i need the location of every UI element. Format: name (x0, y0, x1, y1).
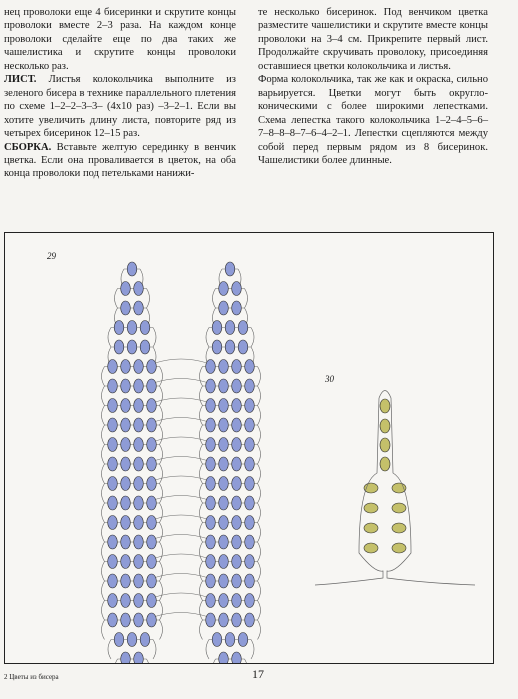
leaf-left-bead (121, 555, 131, 569)
leaf-right-wire (258, 386, 261, 406)
leaf-left-bead (134, 301, 144, 315)
leaf-right-bead (219, 360, 229, 374)
petal-bead (364, 523, 378, 533)
leaf-left-bead (147, 516, 157, 530)
leaf-left-bead (134, 418, 144, 432)
leaf-right-bead (245, 399, 255, 413)
leaf-right-bead (206, 379, 216, 393)
leaf-right-bead (232, 574, 242, 588)
leaf-left-wire (102, 542, 105, 562)
leaf-right-bead (219, 594, 229, 608)
paragraph-text: Листья колокольчика выполните из зеленого бисера в технике параллельного плетения по схеме 1–2–2–3–3– (4х10 раз) –3–2–1. Если вы хотите увеличить длину листа, повторите ряд из четырех бисеринок 12–15 раз. (4, 74, 236, 140)
petal-bead (380, 419, 390, 433)
text-column-left (4, 6, 236, 181)
leaf-right-bead (219, 418, 229, 432)
leaf-right-bead (206, 496, 216, 510)
connecting-wire (155, 535, 207, 539)
leaf-right-bead (232, 516, 242, 530)
leaf-right-bead (225, 340, 235, 354)
leaf-left-bead (121, 516, 131, 530)
leaf-right-bead (206, 516, 216, 530)
leaf-right-bead (219, 535, 229, 549)
leaf-left-bead (114, 340, 124, 354)
leaf-left-wire (160, 542, 163, 562)
leaf-left-bead (127, 633, 137, 647)
leaf-right-wire (258, 620, 261, 640)
leaf-right-bead (232, 613, 242, 627)
leaf-right-wire (200, 445, 203, 465)
leaf-right-bead (232, 535, 242, 549)
leaf-left-bead (121, 379, 131, 393)
petal-bead (380, 438, 390, 452)
connecting-wire (155, 457, 207, 461)
paragraph-leaf (4, 73, 236, 140)
leaf-left-bead (127, 340, 137, 354)
leaf-right-bead (232, 555, 242, 569)
connecting-wire (155, 359, 207, 363)
leaf-left-bead (134, 535, 144, 549)
leaf-right-bead (232, 457, 242, 471)
leaf-right-bead (245, 555, 255, 569)
leaf-right-bead (245, 535, 255, 549)
petal-bead (392, 503, 406, 513)
leaf-left-bead (147, 613, 157, 627)
figure-number-30: 30 (325, 374, 334, 384)
leaf-left-bead (108, 496, 118, 510)
leaf-left-wire (102, 367, 105, 387)
leaf-left-wire (160, 425, 163, 445)
leaf-left-bead (140, 633, 150, 647)
leaf-left-bead (121, 360, 131, 374)
leaf-left-wire (160, 503, 163, 523)
leaf-right-wire (206, 328, 209, 348)
leaf-left-bead (147, 594, 157, 608)
leaf-left-bead (147, 399, 157, 413)
leaf-right-wire (206, 640, 209, 660)
paragraph: Форма колокольчика, так же как и окраска, сильно варьируется. Цветки могут быть округло-коническими с более широкими лепестками. Схема лепестка такого колокольчика 1–2–4–5–6–7–8–8–8–7–6–4–2–1. Лепестки сцепляются между собой перед первым рядом из 8 бисеринок. Чашелистики более длинные. (258, 74, 488, 166)
leaf-left-wire (160, 367, 163, 387)
leaf-right-wire (258, 445, 261, 465)
leaf-left-bead (108, 399, 118, 413)
leaf-right-bead (212, 340, 222, 354)
leaf-left-bead (134, 477, 144, 491)
leaf-left-wire (160, 562, 163, 582)
leaf-left-bead (108, 438, 118, 452)
leaf-right-wire (251, 640, 254, 660)
leaf-right-bead (219, 574, 229, 588)
leaf-left-wire (102, 386, 105, 406)
leaf-right-bead (245, 418, 255, 432)
leaf-right-wire (258, 581, 261, 601)
leaf-right-bead (206, 555, 216, 569)
leaf-right-bead (245, 457, 255, 471)
petal-bead (380, 399, 390, 413)
leaf-right-bead (212, 321, 222, 335)
leaf-left-wire (160, 464, 163, 484)
leaf-left-bead (108, 594, 118, 608)
leaf-left-bead (127, 262, 137, 276)
leaf-left-bead (121, 613, 131, 627)
connecting-wire (155, 554, 207, 558)
leaf-left-bead (134, 516, 144, 530)
leaf-right-wire (200, 581, 203, 601)
leaf-right-bead (206, 613, 216, 627)
leaf-right-wire (200, 562, 203, 582)
leaf-right-bead (206, 574, 216, 588)
leaf-left-bead (108, 457, 118, 471)
leaf-left-wire (160, 484, 163, 504)
leaf-right-bead (238, 340, 248, 354)
leaf-right-wire (258, 367, 261, 387)
leaf-left-bead (147, 360, 157, 374)
leaf-left-wire (108, 328, 111, 348)
leaf-right-wire (200, 367, 203, 387)
leaf-right-bead (219, 301, 229, 315)
page-number: 17 (252, 667, 264, 681)
leaf-left-bead (134, 399, 144, 413)
leaf-right-bead (219, 379, 229, 393)
text-column-right (258, 6, 488, 167)
leaf-right-wire (200, 620, 203, 640)
leaf-left-bead (147, 477, 157, 491)
leaf-right-bead (232, 652, 242, 663)
leaf-right-wire (200, 464, 203, 484)
leaf-left-bead (108, 379, 118, 393)
leaf-right-bead (206, 535, 216, 549)
leaf-left-wire (102, 601, 105, 621)
leaf-left-bead (114, 321, 124, 335)
leaf-right-bead (225, 262, 235, 276)
leaf-right-wire (200, 542, 203, 562)
leaf-left-bead (121, 535, 131, 549)
leaf-left-wire (153, 640, 156, 660)
leaf-right-bead (225, 321, 235, 335)
leaf-right-bead (245, 613, 255, 627)
leaf-left-bead (147, 457, 157, 471)
leaf-right-bead (206, 360, 216, 374)
leaf-left-bead (134, 360, 144, 374)
leaf-right-bead (219, 282, 229, 296)
leaf-left-bead (147, 496, 157, 510)
petal-bead (364, 543, 378, 553)
petal-bead (392, 543, 406, 553)
leaf-left-bead (108, 613, 118, 627)
leaf-right-wire (213, 289, 216, 309)
leaf-left-wire (115, 289, 118, 309)
leaf-left-wire (160, 406, 163, 426)
leaf-left-wire (115, 659, 118, 663)
paragraph: те несколько бисеринок. Под венчиком цветка разместите чашелистики и скрутите вместе концы проволоки на 3–4 см. Прикрепите первый лист. Продолжайте скручивать проволоку, присоединяя оставшиеся цветки колокольчика и листья. (258, 7, 488, 72)
leaf-right-bead (232, 282, 242, 296)
leaf-left-wire (160, 386, 163, 406)
leaf-left-bead (108, 535, 118, 549)
leaf-left-bead (121, 496, 131, 510)
leaf-left-wire (102, 484, 105, 504)
leaf-right-bead (232, 438, 242, 452)
leaf-left-bead (147, 555, 157, 569)
leaf-right-bead (245, 496, 255, 510)
connecting-wire (155, 515, 207, 519)
leaf-left-bead (108, 574, 118, 588)
beading-diagram (5, 233, 493, 663)
leaf-right-wire (213, 659, 216, 663)
leaf-right-bead (219, 652, 229, 663)
leaf-left-bead (108, 360, 118, 374)
leaf-right-wire (245, 289, 248, 309)
leaf-left-bead (134, 457, 144, 471)
leaf-left-bead (140, 340, 150, 354)
leaf-left-bead (108, 477, 118, 491)
petal-bead (380, 457, 390, 471)
leaf-left-bead (121, 574, 131, 588)
leaf-left-wire (102, 523, 105, 543)
connecting-wire (155, 593, 207, 597)
leaf-right-bead (245, 594, 255, 608)
leaf-left-wire (102, 464, 105, 484)
leaf-left-bead (147, 574, 157, 588)
leaf-right-bead (219, 555, 229, 569)
leaf-right-bead (206, 594, 216, 608)
leaf-right-bead (212, 633, 222, 647)
leaf-left-bead (121, 594, 131, 608)
connecting-wire (155, 437, 207, 441)
leaf-right-bead (219, 516, 229, 530)
paragraph: нец проволоки еще 4 бисеринки и скрутите концы проволоки вместе 2–3 раза. На каждом конце проволоки сделайте еще по два таких же чашелистика и скрутите концы проволоки несколько раз. (4, 7, 236, 72)
leaf-left-bead (108, 516, 118, 530)
leaf-left-wire (160, 581, 163, 601)
leaf-right-bead (232, 379, 242, 393)
leaf-left-bead (134, 574, 144, 588)
leaf-right-bead (206, 438, 216, 452)
paragraph-text: Вставьте желтую серединку в венчик цветка. Если она проваливается в цветок, на оба конца проволоки под петельками нанижи- (4, 141, 236, 180)
paragraph-assembly (4, 141, 236, 181)
leaf-right-bead (206, 399, 216, 413)
leaf-left-wire (102, 581, 105, 601)
leaf-right-bead (232, 594, 242, 608)
connecting-wire (155, 418, 207, 422)
leaf-left-bead (121, 652, 131, 663)
leaf-left-wire (102, 562, 105, 582)
leaf-right-wire (200, 484, 203, 504)
leaf-left-bead (140, 321, 150, 335)
leaf-left-wire (102, 406, 105, 426)
leaf-right-wire (258, 484, 261, 504)
leaf-right-bead (245, 360, 255, 374)
leaf-right-bead (245, 574, 255, 588)
leaf-left-wire (108, 640, 111, 660)
leaf-left-bead (134, 555, 144, 569)
leaf-right-bead (232, 360, 242, 374)
connecting-wire (155, 379, 207, 383)
leaf-left-bead (134, 652, 144, 663)
figure-number-29: 29 (47, 251, 56, 261)
leaf-right-wire (258, 464, 261, 484)
petal-bead (392, 523, 406, 533)
leaf-right-bead (232, 399, 242, 413)
leaf-right-wire (258, 406, 261, 426)
leaf-right-wire (258, 425, 261, 445)
leaf-right-wire (200, 503, 203, 523)
leaf-right-bead (232, 477, 242, 491)
leaf-left-bead (121, 418, 131, 432)
leaf-right-bead (245, 516, 255, 530)
leaf-right-bead (219, 399, 229, 413)
leaf-left-bead (134, 496, 144, 510)
leaf-left-bead (121, 457, 131, 471)
section-heading-leaf: ЛИСТ. (4, 74, 37, 86)
leaf-left-bead (121, 301, 131, 315)
leaf-right-bead (206, 457, 216, 471)
leaf-right-bead (219, 613, 229, 627)
leaf-left-wire (160, 601, 163, 621)
leaf-left-bead (108, 555, 118, 569)
leaf-left-wire (102, 620, 105, 640)
leaf-left-wire (160, 523, 163, 543)
leaf-right-bead (219, 438, 229, 452)
connecting-wire (155, 574, 207, 578)
connecting-wire (155, 496, 207, 500)
leaf-left-bead (134, 379, 144, 393)
leaf-right-wire (200, 386, 203, 406)
leaf-left-bead (134, 594, 144, 608)
connecting-wire (155, 476, 207, 480)
leaf-left-bead (121, 438, 131, 452)
leaf-left-bead (147, 438, 157, 452)
leaf-right-wire (258, 601, 261, 621)
leaf-left-bead (134, 282, 144, 296)
leaf-left-wire (147, 659, 150, 663)
leaf-right-bead (232, 418, 242, 432)
section-heading-assembly: СБОРКА. (4, 141, 52, 153)
footer-caption: 2 Цветы из бисера (4, 673, 59, 681)
leaf-right-bead (232, 496, 242, 510)
leaf-right-bead (245, 477, 255, 491)
leaf-right-wire (258, 503, 261, 523)
leaf-left-wire (102, 503, 105, 523)
leaf-left-bead (114, 633, 124, 647)
leaf-right-wire (200, 406, 203, 426)
leaf-left-wire (102, 425, 105, 445)
leaf-left-bead (121, 282, 131, 296)
connecting-wire (155, 398, 207, 402)
leaf-left-bead (127, 321, 137, 335)
leaf-right-wire (200, 601, 203, 621)
leaf-left-wire (102, 445, 105, 465)
leaf-left-bead (121, 477, 131, 491)
leaf-right-bead (238, 633, 248, 647)
leaf-left-wire (160, 445, 163, 465)
leaf-left-wire (153, 328, 156, 348)
leaf-left-wire (147, 289, 150, 309)
leaf-left-bead (147, 418, 157, 432)
leaf-right-bead (206, 418, 216, 432)
leaf-left-bead (134, 438, 144, 452)
petal-bead (364, 503, 378, 513)
leaf-right-wire (251, 328, 254, 348)
leaf-right-bead (238, 321, 248, 335)
leaf-left-bead (147, 535, 157, 549)
leaf-right-bead (219, 457, 229, 471)
leaf-left-wire (160, 620, 163, 640)
leaf-left-bead (108, 418, 118, 432)
leaf-right-bead (245, 438, 255, 452)
leaf-left-bead (147, 379, 157, 393)
leaf-right-wire (200, 425, 203, 445)
leaf-right-wire (258, 542, 261, 562)
leaf-right-bead (232, 301, 242, 315)
leaf-right-bead (225, 633, 235, 647)
leaf-right-bead (245, 379, 255, 393)
leaf-right-wire (245, 659, 248, 663)
leaf-left-bead (121, 399, 131, 413)
figure-box (4, 232, 494, 664)
leaf-right-wire (258, 523, 261, 543)
leaf-right-wire (258, 562, 261, 582)
leaf-right-bead (219, 477, 229, 491)
leaf-left-bead (134, 613, 144, 627)
leaf-right-wire (200, 523, 203, 543)
leaf-right-bead (219, 496, 229, 510)
leaf-right-bead (206, 477, 216, 491)
connecting-wire (155, 613, 207, 617)
